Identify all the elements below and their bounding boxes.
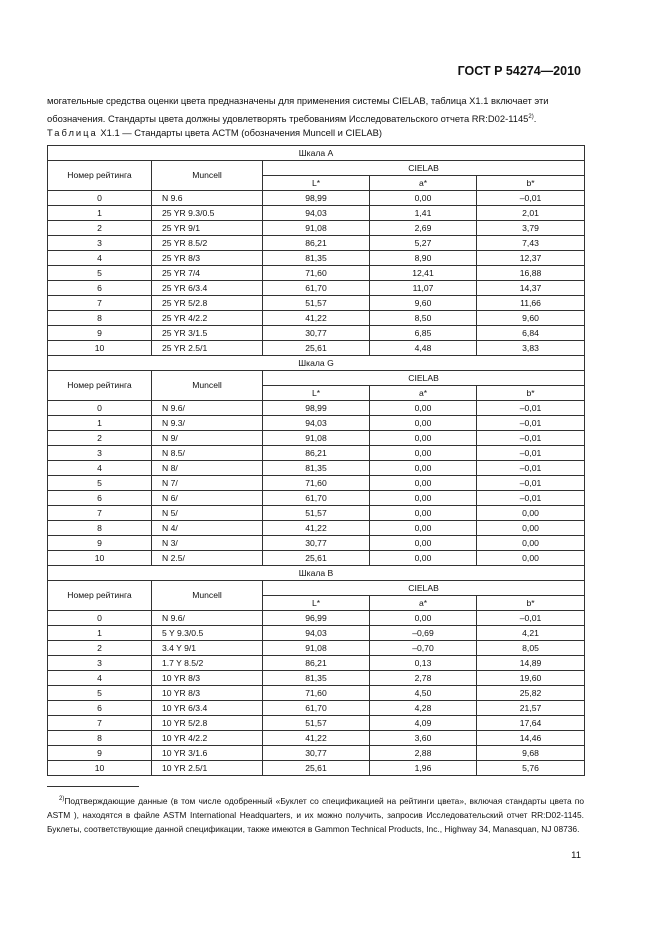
header-l: L*	[263, 176, 370, 191]
cell-muncell: 25 YR 4/2.2	[152, 311, 263, 326]
cell-l: 51,57	[263, 716, 370, 731]
cell-rating: 10	[48, 341, 152, 356]
cell-muncell: 25 YR 9/1	[152, 221, 263, 236]
cell-l: 96,99	[263, 611, 370, 626]
cell-a: 0,00	[370, 476, 477, 491]
cell-muncell: 25 YR 5/2.8	[152, 296, 263, 311]
cell-muncell: 10 YR 3/1.6	[152, 746, 263, 761]
cell-l: 61,70	[263, 281, 370, 296]
cell-muncell: 10 YR 4/2.2	[152, 731, 263, 746]
cell-rating: 10	[48, 551, 152, 566]
table-row	[48, 446, 585, 461]
document-code: ГОСТ Р 54274—2010	[457, 64, 581, 78]
cell-rating: 9	[48, 536, 152, 551]
table-row	[48, 296, 585, 311]
cell-muncell: 10 YR 5/2.8	[152, 716, 263, 731]
cell-rating: 2	[48, 641, 152, 656]
table-row	[48, 206, 585, 221]
cell-rating: 7	[48, 296, 152, 311]
cell-rating: 6	[48, 491, 152, 506]
cell-a: 8,50	[370, 311, 477, 326]
cell-b: –0,01	[477, 446, 585, 461]
cell-a: 0,00	[370, 521, 477, 536]
cell-muncell: 10 YR 8/3	[152, 671, 263, 686]
cell-muncell: N 9/	[152, 431, 263, 446]
cell-a: 4,48	[370, 341, 477, 356]
cell-rating: 5	[48, 476, 152, 491]
cell-muncell: 25 YR 3/1.5	[152, 326, 263, 341]
cell-muncell: N 7/	[152, 476, 263, 491]
cell-l: 41,22	[263, 731, 370, 746]
cell-b: 14,37	[477, 281, 585, 296]
cell-a: 8,90	[370, 251, 477, 266]
table-row	[48, 731, 585, 746]
header-l: L*	[263, 596, 370, 611]
cell-a: 12,41	[370, 266, 477, 281]
cell-l: 91,08	[263, 221, 370, 236]
cell-l: 86,21	[263, 236, 370, 251]
cell-b: –0,01	[477, 476, 585, 491]
cell-a: 0,00	[370, 461, 477, 476]
cell-l: 30,77	[263, 746, 370, 761]
cell-b: –0,01	[477, 401, 585, 416]
table-row	[48, 341, 585, 356]
header-cielab: CIELAB	[263, 371, 585, 386]
cell-a: 2,69	[370, 221, 477, 236]
scale-title: Шкала G	[48, 356, 585, 371]
table-row	[48, 746, 585, 761]
footnote-marker: 2)	[59, 796, 65, 802]
cell-a: 5,27	[370, 236, 477, 251]
table-row	[48, 716, 585, 731]
cell-muncell: 3.4 Y 9/1	[152, 641, 263, 656]
cell-b: –0,01	[477, 191, 585, 206]
header-l: L*	[263, 386, 370, 401]
cell-a: 0,00	[370, 611, 477, 626]
cell-muncell: N 8.5/	[152, 446, 263, 461]
cell-muncell: N 9.6/	[152, 401, 263, 416]
table-row	[48, 686, 585, 701]
cell-b: 8,05	[477, 641, 585, 656]
table-row	[48, 401, 585, 416]
cell-l: 94,03	[263, 206, 370, 221]
cell-a: 3,60	[370, 731, 477, 746]
cell-rating: 7	[48, 506, 152, 521]
cell-muncell: N 2.5/	[152, 551, 263, 566]
cell-rating: 0	[48, 191, 152, 206]
cell-muncell: 25 YR 6/3.4	[152, 281, 263, 296]
cell-b: –0,01	[477, 491, 585, 506]
cell-l: 98,99	[263, 191, 370, 206]
footnote-separator	[47, 786, 139, 787]
table-row	[48, 266, 585, 281]
intro-end: .	[533, 113, 537, 125]
cell-rating: 7	[48, 716, 152, 731]
cell-a: 0,00	[370, 536, 477, 551]
cell-l: 81,35	[263, 671, 370, 686]
cell-a: 0,00	[370, 506, 477, 521]
header-muncell: Muncell	[152, 371, 263, 401]
cell-b: –0,01	[477, 611, 585, 626]
cell-a: 0,00	[370, 446, 477, 461]
table-row	[48, 671, 585, 686]
cell-b: 9,60	[477, 311, 585, 326]
header-row	[48, 371, 585, 386]
cell-b: 0,00	[477, 506, 585, 521]
cell-rating: 3	[48, 656, 152, 671]
header-b: b*	[477, 176, 585, 191]
table-row	[48, 536, 585, 551]
table-row	[48, 281, 585, 296]
cell-rating: 2	[48, 431, 152, 446]
footnote	[47, 792, 584, 836]
scale-title-row	[48, 146, 585, 161]
cell-l: 30,77	[263, 536, 370, 551]
cell-l: 86,21	[263, 656, 370, 671]
cell-a: 2,88	[370, 746, 477, 761]
table-row	[48, 311, 585, 326]
table-row	[48, 626, 585, 641]
cell-a: 1,41	[370, 206, 477, 221]
cell-b: 21,57	[477, 701, 585, 716]
cell-rating: 5	[48, 686, 152, 701]
cell-b: 7,43	[477, 236, 585, 251]
cell-rating: 8	[48, 311, 152, 326]
cell-l: 91,08	[263, 431, 370, 446]
cell-l: 94,03	[263, 626, 370, 641]
cell-rating: 5	[48, 266, 152, 281]
cell-b: 5,76	[477, 761, 585, 776]
cell-l: 71,60	[263, 476, 370, 491]
table-body	[48, 146, 585, 776]
cell-l: 25,61	[263, 551, 370, 566]
cell-rating: 1	[48, 626, 152, 641]
table-row	[48, 251, 585, 266]
header-row	[48, 581, 585, 596]
cell-b: 3,79	[477, 221, 585, 236]
cell-muncell: 1.7 Y 8.5/2	[152, 656, 263, 671]
cell-b: –0,01	[477, 461, 585, 476]
cell-muncell: N 9.6	[152, 191, 263, 206]
cell-b: 0,00	[477, 536, 585, 551]
table-row	[48, 461, 585, 476]
cell-a: 0,13	[370, 656, 477, 671]
scale-title: Шкала A	[48, 146, 585, 161]
table-row	[48, 236, 585, 251]
cell-rating: 4	[48, 461, 152, 476]
cell-muncell: 10 YR 8/3	[152, 686, 263, 701]
cell-rating: 8	[48, 521, 152, 536]
cell-rating: 3	[48, 236, 152, 251]
table-row	[48, 551, 585, 566]
header-b: b*	[477, 596, 585, 611]
cell-a: –0,70	[370, 641, 477, 656]
cell-a: 9,60	[370, 296, 477, 311]
cell-muncell: N 5/	[152, 506, 263, 521]
table-row	[48, 506, 585, 521]
cell-muncell: N 9.6/	[152, 611, 263, 626]
cell-l: 41,22	[263, 521, 370, 536]
header-row	[48, 161, 585, 176]
cell-b: 11,66	[477, 296, 585, 311]
cell-b: –0,01	[477, 416, 585, 431]
cell-b: 9,68	[477, 746, 585, 761]
table-row	[48, 761, 585, 776]
cell-l: 41,22	[263, 311, 370, 326]
cell-rating: 4	[48, 251, 152, 266]
scale-title-row	[48, 566, 585, 581]
table-caption	[47, 127, 382, 138]
cell-muncell: N 3/	[152, 536, 263, 551]
cell-a: 0,00	[370, 491, 477, 506]
table-row	[48, 476, 585, 491]
cell-a: 0,00	[370, 551, 477, 566]
cell-b: 0,00	[477, 521, 585, 536]
cell-muncell: N 8/	[152, 461, 263, 476]
cell-a: 0,00	[370, 191, 477, 206]
cell-rating: 10	[48, 761, 152, 776]
intro-paragraph	[47, 93, 584, 127]
table-row	[48, 641, 585, 656]
table-row	[48, 221, 585, 236]
cell-muncell: 25 YR 8.5/2	[152, 236, 263, 251]
cell-l: 25,61	[263, 761, 370, 776]
cell-l: 98,99	[263, 401, 370, 416]
cell-rating: 6	[48, 281, 152, 296]
scale-title: Шкала B	[48, 566, 585, 581]
cell-l: 30,77	[263, 326, 370, 341]
cell-muncell: N 4/	[152, 521, 263, 536]
cell-a: 4,09	[370, 716, 477, 731]
cell-muncell: 5 Y 9.3/0.5	[152, 626, 263, 641]
header-muncell: Muncell	[152, 581, 263, 611]
cell-b: 6,84	[477, 326, 585, 341]
cell-muncell: N 6/	[152, 491, 263, 506]
cell-rating: 1	[48, 416, 152, 431]
cell-a: 11,07	[370, 281, 477, 296]
cell-rating: 2	[48, 221, 152, 236]
cell-b: 3,83	[477, 341, 585, 356]
cell-rating: 1	[48, 206, 152, 221]
cell-muncell: 10 YR 6/3.4	[152, 701, 263, 716]
cell-rating: 4	[48, 671, 152, 686]
table-row	[48, 416, 585, 431]
cell-b: 2,01	[477, 206, 585, 221]
page-number: 11	[571, 850, 581, 861]
color-standards-table	[47, 145, 585, 776]
cell-a: –0,69	[370, 626, 477, 641]
header-rating: Номер рейтинга	[48, 161, 152, 191]
cell-a: 4,50	[370, 686, 477, 701]
cell-l: 71,60	[263, 266, 370, 281]
cell-b: 12,37	[477, 251, 585, 266]
header-muncell: Muncell	[152, 161, 263, 191]
cell-a: 2,78	[370, 671, 477, 686]
cell-rating: 0	[48, 401, 152, 416]
cell-b: 17,64	[477, 716, 585, 731]
table-row	[48, 326, 585, 341]
cell-b: 0,00	[477, 551, 585, 566]
cell-l: 91,08	[263, 641, 370, 656]
cell-a: 0,00	[370, 416, 477, 431]
cell-a: 0,00	[370, 401, 477, 416]
table-row	[48, 191, 585, 206]
table-row	[48, 701, 585, 716]
cell-l: 61,70	[263, 491, 370, 506]
cell-l: 86,21	[263, 446, 370, 461]
cell-b: 14,89	[477, 656, 585, 671]
cell-b: 14,46	[477, 731, 585, 746]
cell-b: 19,60	[477, 671, 585, 686]
cell-l: 51,57	[263, 296, 370, 311]
cell-l: 71,60	[263, 686, 370, 701]
intro-text: могательные средства оценки цвета предназначены для применения системы CIELAB, таблица X1.1 включает эти обозначения. Стандарты цвета должны удовлетворять требованиям Исследовательского отчета RR:D02-1145	[47, 95, 549, 125]
header-cielab: CIELAB	[263, 161, 585, 176]
cell-a: 6,85	[370, 326, 477, 341]
cell-a: 4,28	[370, 701, 477, 716]
intro-footnote-ref: 2)	[528, 114, 534, 120]
cell-l: 51,57	[263, 506, 370, 521]
cell-muncell: 25 YR 8/3	[152, 251, 263, 266]
cell-rating: 6	[48, 701, 152, 716]
table-caption-text: X1.1 — Стандарты цвета ACTM (обозначения Muncell и CIELAB)	[100, 127, 382, 138]
cell-b: –0,01	[477, 431, 585, 446]
header-a: a*	[370, 596, 477, 611]
table-row	[48, 431, 585, 446]
cell-l: 25,61	[263, 341, 370, 356]
cell-muncell: 10 YR 2.5/1	[152, 761, 263, 776]
footnote-text: Подтверждающие данные (в том числе одобренный «Буклет со спецификацией на рейтинги цвета», включая стандарты цвета по ASTM ), находятся в файле ASTM International Headquarters, и их можно получить, запросив Исследовательский отчет RR:D02-1145. Буклеты, соответствующие данной спецификации, также имеются в Gammon Technical Products, Inc., Highway 34, Manasquan, NJ 08736.	[47, 795, 584, 834]
header-rating: Номер рейтинга	[48, 371, 152, 401]
cell-b: 25,82	[477, 686, 585, 701]
table-row	[48, 656, 585, 671]
header-rating: Номер рейтинга	[48, 581, 152, 611]
header-b: b*	[477, 386, 585, 401]
cell-muncell: 25 YR 9.3/0.5	[152, 206, 263, 221]
table-row	[48, 611, 585, 626]
cell-rating: 0	[48, 611, 152, 626]
cell-a: 0,00	[370, 431, 477, 446]
scale-title-row	[48, 356, 585, 371]
cell-muncell: N 9.3/	[152, 416, 263, 431]
table-caption-prefix: Таблица	[47, 127, 98, 138]
cell-rating: 9	[48, 746, 152, 761]
header-a: a*	[370, 176, 477, 191]
cell-l: 61,70	[263, 701, 370, 716]
cell-a: 1,96	[370, 761, 477, 776]
cell-b: 4,21	[477, 626, 585, 641]
cell-rating: 3	[48, 446, 152, 461]
cell-l: 81,35	[263, 461, 370, 476]
table-row	[48, 521, 585, 536]
table-row	[48, 491, 585, 506]
cell-b: 16,88	[477, 266, 585, 281]
cell-l: 94,03	[263, 416, 370, 431]
header-a: a*	[370, 386, 477, 401]
cell-rating: 9	[48, 326, 152, 341]
cell-muncell: 25 YR 2.5/1	[152, 341, 263, 356]
header-cielab: CIELAB	[263, 581, 585, 596]
cell-muncell: 25 YR 7/4	[152, 266, 263, 281]
cell-l: 81,35	[263, 251, 370, 266]
cell-rating: 8	[48, 731, 152, 746]
